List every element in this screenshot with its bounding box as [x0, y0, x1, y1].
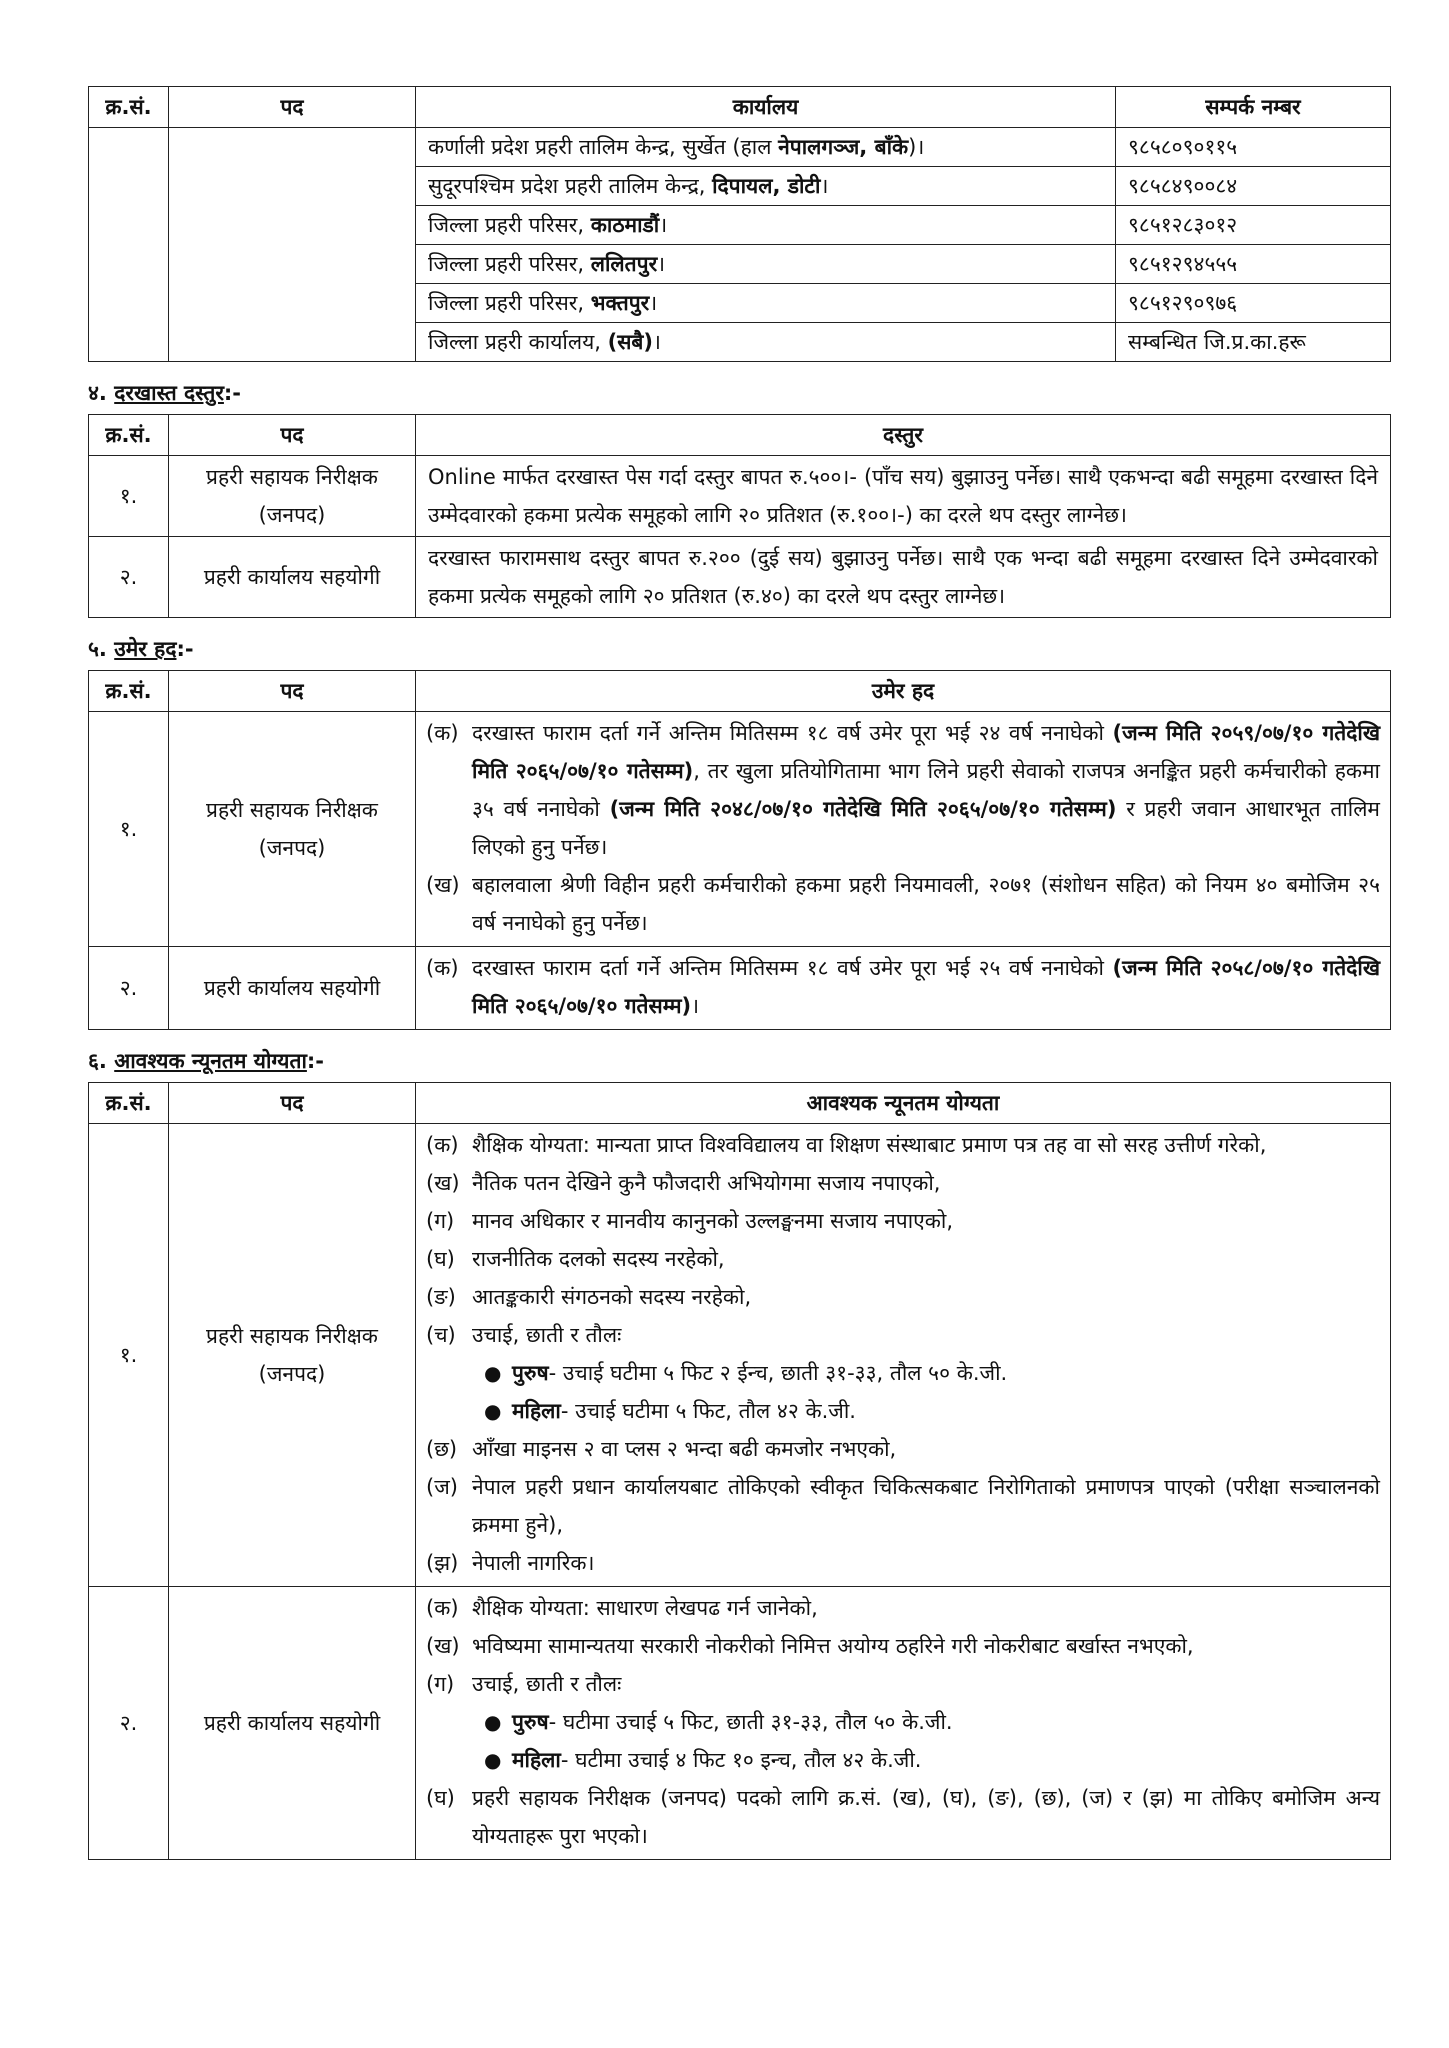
phone-cell: सम्बन्धित जि.प्र.का.हरू — [1116, 323, 1391, 362]
age-limit-cell — [416, 712, 1391, 947]
table-row — [89, 1124, 1391, 1587]
age-limit-table — [88, 670, 1391, 1030]
post-cell: प्रहरी कार्यालय सहयोगी — [169, 1587, 416, 1860]
fee-table — [88, 414, 1391, 618]
office-cell: जिल्ला प्रहरी कार्यालय, (सबै)। — [416, 323, 1116, 362]
header-post: पद — [169, 1083, 416, 1124]
list-item: (क) शैक्षिक योग्यता: साधारण लेखपढ गर्न जानेको, — [426, 1596, 818, 1620]
table-row — [89, 712, 1391, 947]
phone-cell: ९८५१२९४५५५ — [1116, 245, 1391, 284]
office-contact-table — [88, 86, 1391, 362]
header-qualification: आवश्यक न्यूनतम योग्यता — [416, 1083, 1391, 1124]
phone-cell: ९८५८०९०११५ — [1116, 128, 1391, 167]
header-post: पद — [169, 87, 416, 128]
list-item: (ख) नैतिक पतन देखिने कुनै फौजदारी अभियोगमा सजाय नपाएको, — [426, 1171, 941, 1195]
list-item: (क) शैक्षिक योग्यता: मान्यता प्राप्त विश्वविद्यालय वा शिक्षण संस्थाबाट प्रमाण पत्र तह वा सो सरह उत्तीर्ण गरेको, — [426, 1133, 1267, 1157]
qualification-cell — [416, 1124, 1391, 1587]
sn-cell: १. — [89, 1124, 169, 1587]
list-item: (ज) नेपाल प्रहरी प्रधान कार्यालयबाट तोकिएको स्वीकृत चिकित्सकबाट निरोगिताको प्रमाणपत्र पाएको (परीक्षा सञ्चालनको क्रममा हुने), — [426, 1475, 1380, 1537]
office-cell: जिल्ला प्रहरी परिसर, भक्तपुर। — [416, 284, 1116, 323]
section-heading-fee: ४. दरखास्त दस्तुर:- — [88, 381, 242, 405]
header-fee: दस्तुर — [416, 415, 1391, 456]
qualification-table — [88, 1082, 1391, 1860]
fee-text-cell: दरखास्त फारामसाथ दस्तुर बापत रु.२०० (दुई सय) बुझाउनु पर्नेछ। साथै एक भन्दा बढी समूहमा दरखास्त दिने उम्मेदवारको हकमा प्रत्येक समूहको लागि २० प्रतिशत (रु.४०) का दरले थप दस्तुर लाग्नेछ। — [416, 537, 1391, 618]
header-contact: सम्पर्क नम्बर — [1116, 87, 1391, 128]
post-cell — [169, 128, 416, 362]
phone-cell: ९८५१२८३०१२ — [1116, 206, 1391, 245]
table-row — [89, 456, 1391, 537]
bullet-item-male: ● पुरुष- उचाई घटीमा ५ फिट २ ईन्च, छाती ३१-३३, तौल ५० के.जी. — [426, 1354, 1380, 1392]
sn-cell — [89, 128, 169, 362]
table-header-row — [89, 415, 1391, 456]
post-cell: प्रहरी कार्यालय सहयोगी — [169, 537, 416, 618]
post-cell: प्रहरी कार्यालय सहयोगी — [169, 947, 416, 1030]
sn-cell: १. — [89, 712, 169, 947]
table-header-row — [89, 87, 1391, 128]
table-header-row — [89, 1083, 1391, 1124]
sn-cell: २. — [89, 1587, 169, 1860]
header-post: पद — [169, 415, 416, 456]
list-item: (ग) उचाई, छाती र तौलः — [426, 1672, 622, 1696]
sn-cell: २. — [89, 947, 169, 1030]
office-cell: जिल्ला प्रहरी परिसर, ललितपुर। — [416, 245, 1116, 284]
qualification-cell — [416, 1587, 1391, 1860]
header-post: पद — [169, 671, 416, 712]
bullet-icon: ● — [484, 1710, 502, 1734]
bullet-icon: ● — [484, 1361, 502, 1385]
list-item: (झ) नेपाली नागरिक। — [426, 1551, 595, 1575]
section-heading-qualification: ६. आवश्यक न्यूनतम योग्यता:- — [88, 1049, 325, 1073]
list-item: (ख) भविष्यमा सामान्यतया सरकारी नोकरीको निमित्त अयोग्य ठहरिने गरी नोकरीबाट बर्खास्त नभएको, — [426, 1634, 1194, 1658]
list-item: (ख) बहालवाला श्रेणी विहीन प्रहरी कर्मचारीको हकमा प्रहरी नियमावली, २०७१ (संशोधन सहित) को नियम ४० बमोजिम २५ वर्ष ननाघेको हुनु पर्नेछ। — [426, 873, 1380, 935]
bullet-item-female: ● महिला- घटीमा उचाई ४ फिट १० इन्च, तौल ४२ के.जी. — [426, 1741, 1380, 1779]
office-cell: कर्णाली प्रदेश प्रहरी तालिम केन्द्र, सुर्खेत (हाल नेपालगञ्ज, बाँके)। — [416, 128, 1116, 167]
header-office: कार्यालय — [416, 87, 1116, 128]
table-row — [89, 128, 1391, 167]
header-age-limit: उमेर हद — [416, 671, 1391, 712]
bullet-icon: ● — [484, 1399, 502, 1423]
list-item: (क) दरखास्त फाराम दर्ता गर्ने अन्तिम मितिसम्म १८ वर्ष उमेर पूरा भई २५ वर्ष ननाघेको (जन्म मिति २०५८/०७/१० गतेदेखि मिति २०६५/०७/१० गतेसम्म)। — [426, 956, 1381, 1018]
document-page — [88, 86, 1390, 1860]
fee-text-cell: Online मार्फत दरखास्त पेस गर्दा दस्तुर बापत रु.५००।- (पाँच सय) बुझाउनु पर्नेछ। साथै एकभन्दा बढी समूहमा दरखास्त दिने उम्मेदवारको हकमा प्रत्येक समूहको लागि २० प्रतिशत (रु.१००।-) का दरले थप दस्तुर लाग्नेछ। — [416, 456, 1391, 537]
phone-cell: ९८५१२९०९७६ — [1116, 284, 1391, 323]
header-sn: क्र.सं. — [89, 415, 169, 456]
table-row — [89, 537, 1391, 618]
post-cell: प्रहरी सहायक निरीक्षक (जनपद) — [169, 456, 416, 537]
sn-cell: २. — [89, 537, 169, 618]
post-cell: प्रहरी सहायक निरीक्षक (जनपद) — [169, 712, 416, 947]
list-item: (घ) प्रहरी सहायक निरीक्षक (जनपद) पदको लागि क्र.सं. (ख), (घ), (ङ), (छ), (ज) र (झ) मा तोकिए बमोजिम अन्य योग्यताहरू पुरा भएको। — [426, 1786, 1380, 1848]
list-item: (छ) आँखा माइनस २ वा प्लस २ भन्दा बढी कमजोर नभएको, — [426, 1437, 897, 1461]
table-header-row — [89, 671, 1391, 712]
bullet-item-male: ● पुरुष- घटीमा उचाई ५ फिट, छाती ३१-३३, तौल ५० के.जी. — [426, 1703, 1380, 1741]
bullet-item-female: ● महिला- उचाई घटीमा ५ फिट, तौल ४२ के.जी. — [426, 1392, 1380, 1430]
table-row — [89, 1587, 1391, 1860]
section-heading-age-limit: ५. उमेर हद:- — [88, 637, 194, 661]
bullet-icon: ● — [484, 1748, 502, 1772]
header-sn: क्र.सं. — [89, 1083, 169, 1124]
office-cell: जिल्ला प्रहरी परिसर, काठमाडौं। — [416, 206, 1116, 245]
table-row — [89, 947, 1391, 1030]
list-item: (घ) राजनीतिक दलको सदस्य नरहेको, — [426, 1247, 725, 1271]
list-item: (क) दरखास्त फाराम दर्ता गर्ने अन्तिम मितिसम्म १८ वर्ष उमेर पूरा भई २४ वर्ष ननाघेको (जन्म मिति २०५९/०७/१० गतेदेखि मिति २०६५/०७/१० गतेसम्म), तर खुला प्रतियोगितामा भाग लिने प्रहरी सेवाको राजपत्र अनङ्कित प्रहरी कर्मचारीको हकमा ३५ वर्ष ननाघेको (जन्म मिति २०४८/०७/१० गतेदेखि मिति २०६५/०७/१० गतेसम्म) र प्रहरी जवान आधारभूत तालिम लिएको हुनु पर्नेछ। — [426, 721, 1381, 859]
header-sn: क्र.सं. — [89, 87, 169, 128]
header-sn: क्र.सं. — [89, 671, 169, 712]
office-cell: सुदूरपश्चिम प्रदेश प्रहरी तालिम केन्द्र, दिपायल, डोटी। — [416, 167, 1116, 206]
list-item: (ङ) आतङ्ककारी संगठनको सदस्य नरहेको, — [426, 1285, 752, 1309]
sn-cell: १. — [89, 456, 169, 537]
phone-cell: ९८५८४९००८४ — [1116, 167, 1391, 206]
post-cell: प्रहरी सहायक निरीक्षक (जनपद) — [169, 1124, 416, 1587]
list-item: (च) उचाई, छाती र तौलः — [426, 1323, 622, 1347]
list-item: (ग) मानव अधिकार र मानवीय कानुनको उल्लङ्घनमा सजाय नपाएको, — [426, 1209, 954, 1233]
age-limit-cell — [416, 947, 1391, 1030]
